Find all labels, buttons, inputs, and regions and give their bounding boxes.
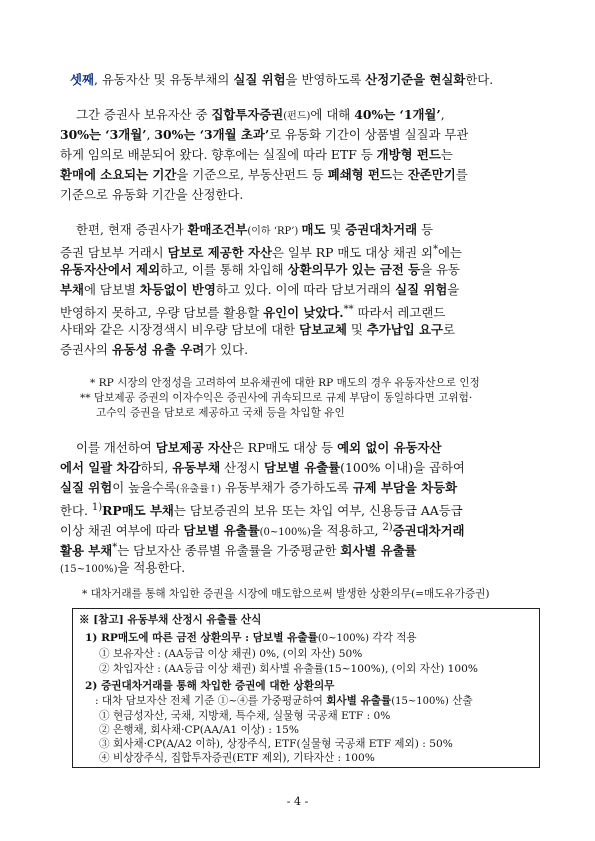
footnote-borrowed-securities: * 대차거래를 통해 차입한 증권을 시장에 매도함으로써 발생한 상환의무(=매도유가증권): [82, 588, 490, 600]
reference-box-title: ※ [참고] 유동부채 산정시 유출률 산식: [79, 614, 262, 626]
reference-item-2: 2) 증권대차거래를 통해 차입한 증권에 대한 상환의무: [85, 680, 335, 692]
reference-item-1: 1) RP매도에 따른 금전 상환의무 : 담보별 유출률(0~100%) 각각 적용: [85, 632, 417, 644]
document-page: 셋째, 유동자산 및 유동부채의 실질 위험을 반영하도록 산정기준을 현실화한다. 그간 증권사 보유자산 중 집합투자증권(펀드)에 대해 40%는 ‘1개월’, 30%는 ‘3개월’, 30%는 ‘3개월 초과’로 유동화 기간이 상품별 실질과 무관 하게 임의로 배분되어 왔다. 향후에는 실질에 따라 ETF 등 개방형 펀드는 환매에 소요되는 기간을 기준으로, 부동산펀드 등 폐쇄형 펀드는 잔존만기를 기준으로 유동화 기간을 산정한다. 한편, 현재 증권사가 환매조건부(이하 ‘RP’) 매도 및 증권대차거래 등 증권 담보부 거래시 담보로 제공한 자산은 일부 RP 매도 대상 채권 외*에는 유동자산에서 제외하고, 이를 통해 차입해 상환의무가 있는 금전 등을 유동 부채에 담보별 차등없이 반영하고 있다. 이에 따라 담보거래의 실질 위험을 반영하지 못하고, 우량 담보를 활용할 유인이 낮았다.** 따라서 레고랜드 사태와 같은 시장경색시 비우량 담보에 대한 담보교체 및 추가납입 요구로 증권사의 유동성 유출 우려가 있다. * RP 시장의 안정성을 고려하여 보유채권에 대한 RP 매도의 경우 유동자산으로 인정 ** 담보제공 증권의 이자수익은 증권사에 귀속되므로 규제 부담이 동일하다면 고위험· 고수익 증권을 담보로 제공하고 국채 등을 차입할 유인 이를 개선하여 담보제공 자산은 RP매도 대상 등 예외 없이 유동자산 에서 일괄 차감하되, 유동부채 산정시 담보별 유출률(100% 이내)을 곱하여 실질 위험이 높을수록(유출률↑) 유동부채가 증가하도록 규제 부담을 차등화 한다. $^{1)}$RP매도 부채는 담보증권의 보유 또는 차입 여부, 신용등급 AA등급 이상 채권 여부에 따라 담보별 유출률(0~100%)을 적용하고, $^{2)}$증권대차거래 활용 부채*는 담보자산 종류별 유출률을 가중평균한 회사별 유출률 (15~100%)을 적용한다. * 대차거래를 통해 차입한 증권을 시장에 매도함으로써 발생한 상환의무(=매도유가증권) ※ [참고] 유동부채 산정시 유출률 산식 1) RP매도에 따른 금전 상환의무 : 담보별 유출률(0~100%) 각각 적용 ① 보유자산 : (AA등급 이상 채권) 0%, (이외 자산) 50% ② 차입자산 : (AA등급 이상 채권) 회사별 유출률(15~100%), (이외 자산) 100% 2) 증권대차거래를 통해 차입한 증권에 대한 상환의무 : 대차 담보자산 전체 기준 ①~④를 가중평균하여 회사별 유출률(15~100%) 산출 ① 현금성자산, 국채, 지방채, 특수채, 실물형 국공채 ETF : 0% ② 은행채, 회사채·CP(AA/A1 이상) : 15% ③ 회사채·CP(A/A2 이하), 상장주식, ETF(실물형 국공채 ETF 제외) : 50% ④ 비상장주식, 집합투자증권(ETF 제외), 기타자산 : 100% - 4 -: [0, 0, 595, 841]
page-number: - 4 -: [286, 795, 309, 808]
paragraph-third-point: 셋째, 유동자산 및 유동부채의 실질 위험을 반영하도록 산정기준을 현실화한다.: [70, 72, 494, 87]
reference-box: ※ [참고] 유동부채 산정시 유출률 산식 1) RP매도에 따른 금전 상환의무 : 담보별 유출률(0~100%) 각각 적용 ① 보유자산 : (AA등급 이상 채권) 0%, (이외 자산) 50% ② 차입자산 : (AA등급 이상 채권) 회사별 유출률(15~100%), (이외 자산) 100% 2) 증권대차거래를 통해 차입한 증권에 대한 상환의무 : 대차 담보자산 전체 기준 ①~④를 가중평균하여 회사별 유출률(15~100%) 산출 ① 현금성자산, 국채, 지방채, 특수채, 실물형 국공채 ETF : 0% ② 은행채, 회사채·CP(AA/A1 이상) : 15% ③ 회사채·CP(A/A2 이하), 상장주식, ETF(실물형 국공채 ETF 제외) : 50% ④ 비상장주식, 집합투자증권(ETF 제외), 기타자산 : 100%: [72, 608, 540, 768]
third-label: 셋째: [70, 72, 94, 87]
